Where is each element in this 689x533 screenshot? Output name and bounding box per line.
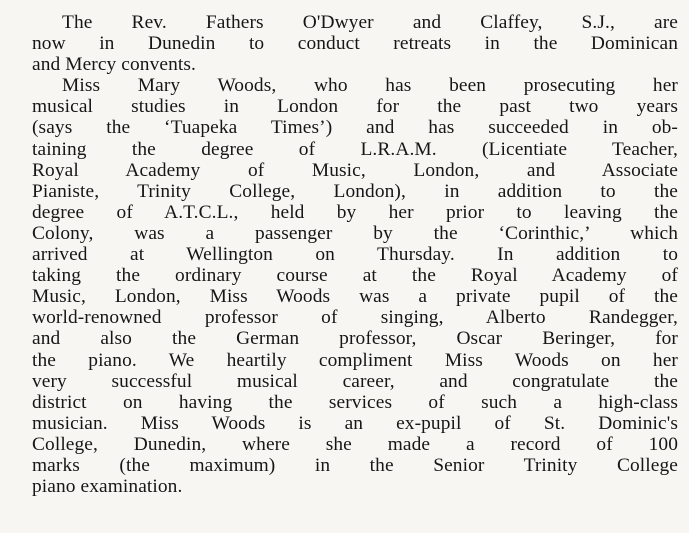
text-line: musician. Miss Woods is an ex-pupil of St. Dominic's [32, 412, 678, 434]
text-line: marks (the maximum) in the Senior Trinity College [32, 454, 678, 476]
text-line: now in Dunedin to conduct retreats in the Dominican [32, 33, 678, 55]
paragraph-miss-woods [6, 75, 678, 497]
text-line: the piano. We heartily compliment Miss Woods on her [32, 349, 678, 371]
paragraph-retreats [6, 12, 678, 75]
text-line: Miss Mary Woods, who has been prosecuting her [62, 75, 678, 97]
text-line: degree of A.T.C.L., held by her prior to leaving the [32, 201, 678, 223]
text-line: district on having the services of such a high-class [32, 391, 678, 413]
text-line: The Rev. Fathers O'Dwyer and Claffey, S.J., are [62, 12, 678, 33]
newspaper-article [6, 12, 678, 497]
text-line: and also the German professor, Oscar Beringer, for [32, 328, 678, 350]
text-line: College, Dunedin, where she made a record of 100 [32, 433, 678, 455]
text-line: Royal Academy of Music, London, and Associate [32, 159, 678, 181]
text-line: arrived at Wellington on Thursday. In addition to [32, 244, 678, 266]
text-line: musical studies in London for the past two years [32, 96, 678, 118]
text-line: and Mercy convents. [32, 54, 196, 76]
text-line: Colony, was a passenger by the ‘Corinthic,’ which [32, 222, 678, 244]
text-line: piano examination. [32, 476, 183, 498]
text-line: Pianiste, Trinity College, London), in addition to the [32, 180, 678, 202]
text-line: (says the ‘Tuapeka Times’) and has succeeded in ob- [32, 117, 678, 139]
text-line: taining the degree of L.R.A.M. (Licentiate Teacher, [32, 138, 678, 160]
text-line: taking the ordinary course at the Royal Academy of [32, 265, 678, 287]
text-line: world-renowned professor of singing, Alberto Randegger, [32, 307, 678, 329]
text-line: very successful musical career, and congratulate the [32, 370, 678, 392]
text-line: Music, London, Miss Woods was a private pupil of the [32, 286, 678, 308]
